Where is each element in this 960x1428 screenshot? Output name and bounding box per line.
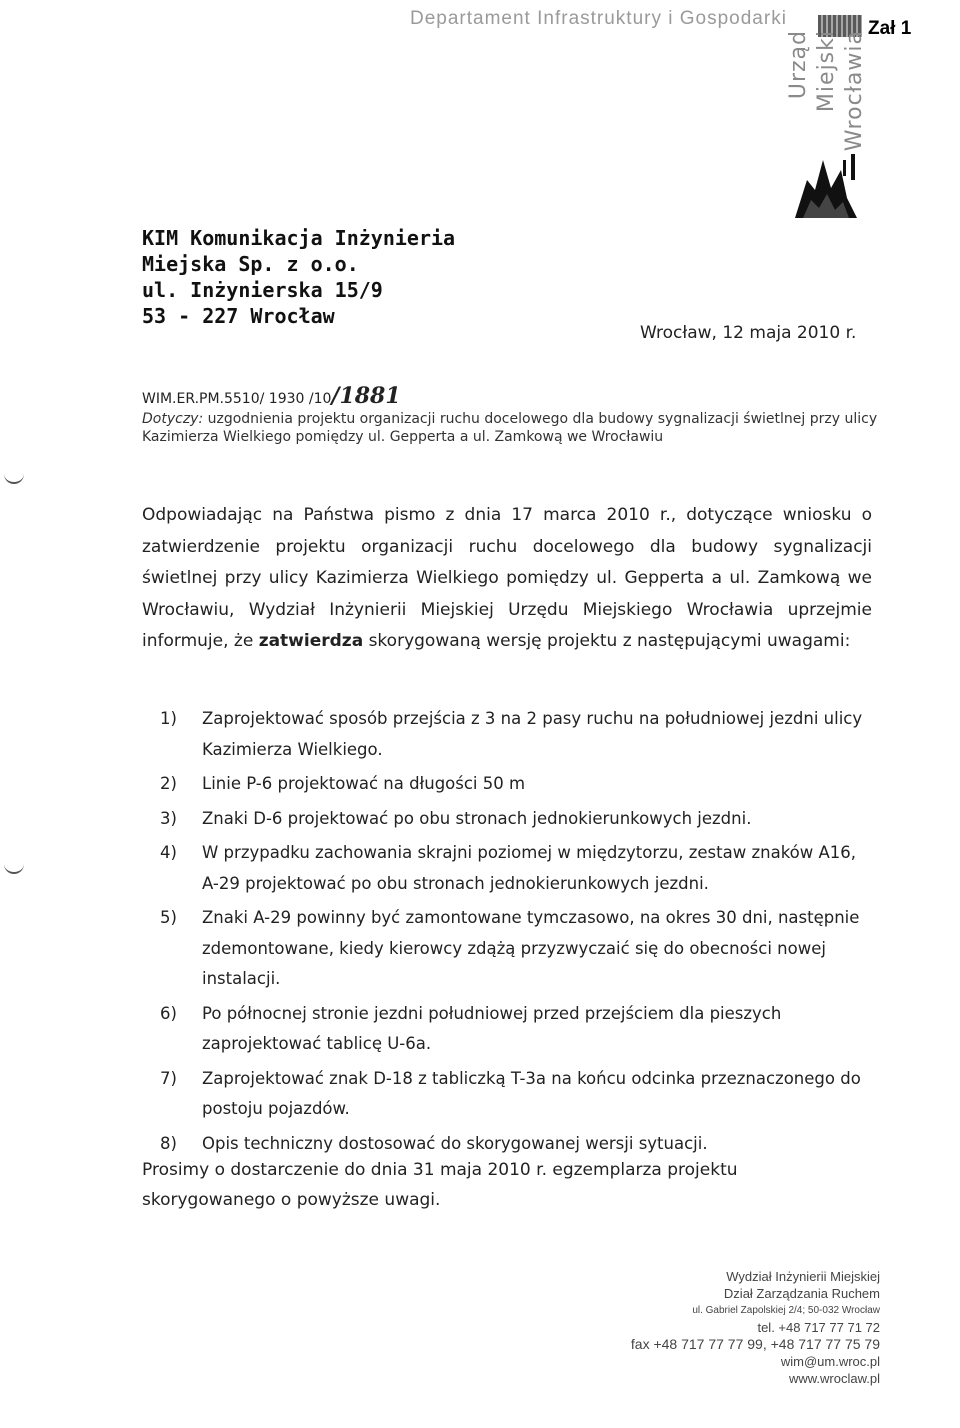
- recipient-line: KIM Komunikacja Inżynieria: [142, 226, 456, 250]
- list-item: [160, 704, 876, 765]
- list-item-number: 1): [160, 709, 177, 728]
- subject-label: Dotyczy:: [142, 411, 204, 427]
- body-text-part-2: skorygowaną wersję projektu z następującymi uwagami:: [368, 631, 851, 651]
- list-item-text: Zaprojektować sposób przejścia z 3 na 2 pasy ruchu na południowej jezdni ulicy Kazimierza Wielkiego.: [202, 709, 863, 759]
- list-item-number: 5): [160, 908, 177, 927]
- stamp-line: Wydział Inżynierii Miejskiej: [726, 1269, 880, 1284]
- attachment-label: Zał 1: [868, 18, 912, 39]
- office-name-line-2: Miejski: [814, 30, 839, 113]
- list-item-number: 8): [160, 1133, 177, 1153]
- handwritten-reference: /1881: [331, 383, 401, 409]
- list-item-text: Opis techniczny dostosować do skorygowanej wersji sytuacji.: [202, 1133, 708, 1153]
- stamp-line: www.wroclaw.pl: [788, 1371, 880, 1386]
- reference-number: [142, 383, 401, 409]
- subject-line: [142, 410, 882, 446]
- list-item-number: 4): [160, 843, 177, 862]
- list-item-text: Znaki D-6 projektować po obu stronach jednokierunkowych jezdni.: [202, 808, 752, 828]
- list-item: [160, 999, 876, 1060]
- recipient-address: [142, 225, 455, 329]
- list-item-number: 6): [160, 1003, 177, 1023]
- list-item-text: W przypadku zachowania skrajni poziomej w międzytorzu, zestaw znaków A16, A-29 projektować po obu stronach jednokierunkowych jezdni.: [202, 843, 857, 893]
- recipient-line: ul. Inżynierska 15/9: [142, 278, 383, 302]
- closing-paragraph: Prosimy o dostarczenie do dnia 31 maja 2010 r. egzemplarza projektu skorygowanego o powyższe uwagi.: [142, 1160, 738, 1210]
- list-item-number: 7): [160, 1068, 177, 1088]
- place-and-date: Wrocław, 12 maja 2010 r.: [640, 323, 857, 343]
- list-item: [160, 838, 876, 899]
- list-item-number: 3): [160, 808, 177, 828]
- list-item-text: Linie P-6 projektować na długości 50 m: [202, 774, 526, 793]
- margin-fold-mark: [4, 862, 24, 874]
- reference-code: WIM.ER.PM.5510/ 1930 /10: [142, 391, 332, 407]
- list-item: [160, 903, 876, 995]
- list-item-text: Znaki A-29 powinny być zamontowane tymczasowo, na okres 30 dni, następnie zdemontowane, kiedy kierowcy zdążą przyzwyczaić się do obecności nowej instalacji.: [202, 908, 860, 988]
- stamp-line: tel. +48 717 77 71 72: [757, 1320, 880, 1335]
- stamp-line: ul. Gabriel Zapolskiej 2/4; 50-032 Wrocław: [692, 1305, 880, 1316]
- list-item-text: Zaprojektować znak D-18 z tabliczką T-3a na końcu odcinka przeznaczonego do postoju pojazdów.: [202, 1068, 861, 1118]
- remarks-list: [160, 704, 876, 1163]
- margin-fold-mark: [4, 472, 24, 484]
- subject-text: uzgodnienia projektu organizacji ruchu docelowego dla budowy sygnalizacji świetlnej przy ulicy Kazimierza Wielkiego pomiędzy ul. Gepperta a ul. Zamkową we Wrocławiu: [142, 411, 878, 445]
- list-item-number: 2): [160, 774, 177, 793]
- office-name-line-3: Wrocławia: [842, 30, 867, 152]
- city-crest-icon: [785, 150, 865, 220]
- stamp-line: Dział Zarządzania Ruchem: [723, 1286, 880, 1301]
- list-item-text: Po północnej stronie jezdni południowej przed przejściem dla pieszych zaprojektować tablicę U-6a.: [202, 1003, 782, 1053]
- body-text-part-1: Odpowiadając na Państwa pismo z dnia 17 marca 2010 r., dotyczące wniosku o zatwierdzenie projektu organizacji ruchu docelowego dla budowy sygnalizacji świetlnej przy ulicy Kazimierza Wielkiego pomiędzy ul. Gepperta a ul. Zamkową we Wrocławiu, Wydział Inżynierii Miejskiej Urzędu Miejskiego Wrocławia uprzejmie informuje, że: [142, 505, 872, 651]
- stamp-line: wim@um.wroc.pl: [780, 1354, 880, 1369]
- stamp-line: fax +48 717 77 77 99, +48 717 77 75 79: [630, 1336, 880, 1352]
- letter-body: [142, 500, 872, 658]
- list-item: [160, 804, 876, 835]
- recipient-line: 53 - 227 Wrocław: [142, 304, 335, 328]
- body-emphasis: zatwierdza: [258, 631, 364, 651]
- department-stamp: [610, 1268, 880, 1387]
- office-name-line-1: Urząd: [786, 30, 811, 100]
- list-item: [160, 1064, 876, 1125]
- department-header: Departament Infrastruktury i Gospodarki: [410, 8, 787, 29]
- recipient-line: Miejska Sp. z o.o.: [142, 252, 359, 276]
- list-item: [160, 769, 876, 800]
